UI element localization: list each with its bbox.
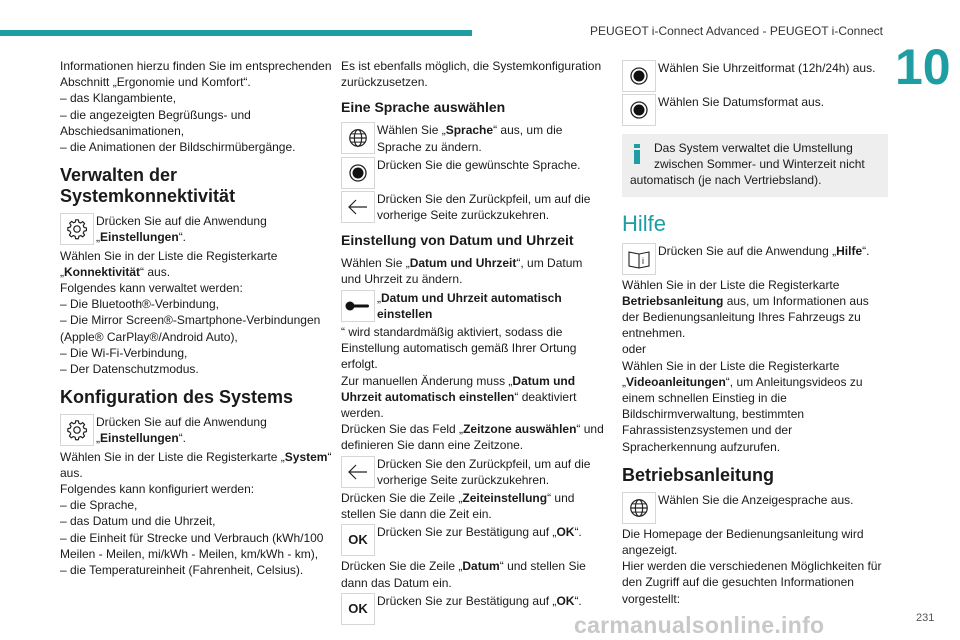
globe-icon bbox=[622, 492, 656, 524]
column-3: Wählen Sie Uhrzeitformat (12h/24h) aus. Wählen Sie Datumsformat aus. Das System verwaltet die Umstellung zwischen Sommer- und Winterzeit nicht automatisch (je nach Vertriebsland). Hilfe i Drücken Sie auf die Anwendung „Hilfe“. Wählen Sie in der Liste die Registerkarte Betriebsanleitung aus, um Informationen aus der Bedienungsanleitung Ihres Fahrzeugs zu entnehmen. oder Wählen Sie in der Liste die Registerkarte „Videoanleitungen“, um Anleitungsvideos zu einem schnellen Einstieg in die Bildschirmverwaltung, bestimmten Fahrassistenzsystemen und der Spracherkennung aufzurufen. Betriebsanleitung Wählen Sie die Anzeigesprache aus. Die Homepage der Bedienungsanleitung wird angezeigt. Hier werden die verschiedenen Möglichkeiten für den Zugriff auf die gesuchten Informationen vorgestellt: bbox=[622, 58, 888, 607]
radio-selected-icon bbox=[622, 94, 656, 126]
instruction-row: Drücken Sie auf die Anwendung „Einstellungen“. bbox=[60, 414, 332, 446]
settings-gear-icon bbox=[60, 213, 94, 245]
section-title-date-time: Einstellung von Datum und Uhrzeit bbox=[341, 232, 574, 249]
ok-button-icon: OK bbox=[341, 593, 375, 625]
page-number: 231 bbox=[916, 612, 935, 624]
info-icon bbox=[634, 144, 640, 164]
ok-button-icon: OK bbox=[341, 524, 375, 556]
column-1: Informationen hierzu finden Sie im entsprechenden Abschnitt „Ergonomie und Komfort“. – das Klangambiente, – die angezeigten Begrüßungs- und Abschiedsanimationen, – die Animationen der Bildschirmübergänge. Verwalten der Systemkonnektivität Drücken Sie auf die Anwendung „Einstellungen“. Wählen Sie in der Liste die Registerkarte „Konnektivität“ aus. Folgendes kann verwaltet werden: – Die Bluetooth®-Verbindung, – Die Mirror Screen®-Smartphone-Verbindungen (Apple® CarPlay®/Android Auto), – Die Wi-Fi-Verbindung, – Der Datenschutzmodus. Konfiguration des Systems Drücken Sie auf die Anwendung „Einstellungen“. Wählen Sie in der Liste die Registerkarte „System“ aus. Folgendes kann konfiguriert werden: – die Sprache, – das Datum und die Uhrzeit, – die Einheit für Strecke und Verbrauch (kWh/100 Meilen - Meilen, mi/kWh - Meilen, km/kWh - km), – die Temperatureinheit (Fahrenheit, Celsius). bbox=[60, 59, 332, 578]
globe-icon bbox=[341, 122, 375, 154]
intro-line: – die angezeigten Begrüßungs- und Abschiedsanimationen, bbox=[60, 107, 251, 138]
section-title-manual: Betriebsanleitung bbox=[622, 464, 775, 485]
radio-selected-icon bbox=[341, 157, 375, 189]
instruction-row: Drücken Sie auf die Anwendung „Einstellungen“. bbox=[60, 213, 332, 245]
help-book-icon bbox=[622, 243, 656, 275]
intro-line: – das Klangambiente, bbox=[60, 91, 177, 106]
section-title-language: Eine Sprache auswählen bbox=[341, 99, 506, 116]
info-note: Das System verwaltet die Umstellung zwischen Sommer- und Winterzeit nicht automatisch (je nach Vertriebsland). bbox=[622, 134, 888, 197]
section-title-connectivity: Verwalten der Systemkonnektivität bbox=[60, 165, 236, 207]
chapter-number: 10 bbox=[895, 39, 951, 95]
radio-selected-icon bbox=[622, 60, 656, 92]
intro-line: Informationen hierzu finden Sie im entsprechenden Abschnitt „Ergonomie und Komfort“. bbox=[60, 59, 332, 90]
header-title: PEUGEOT i-Connect Advanced - PEUGEOT i-Connect bbox=[590, 24, 884, 38]
section-title-help: Hilfe bbox=[622, 210, 667, 236]
settings-gear-icon bbox=[60, 414, 94, 446]
watermark: carmanualsonline.info bbox=[574, 612, 825, 638]
section-title-system-config: Konfiguration des Systems bbox=[60, 387, 294, 408]
column-2: Es ist ebenfalls möglich, die Systemkonfiguration zurückzusetzen. Eine Sprache auswählen Wählen Sie „Sprache“ aus, um die Sprache zu ändern. Drücken Sie die gewünschte Sprache. Drücken Sie den Zurückpfeil, um auf die vorherige Seite zurückzukehren. Einstellung von Datum und Uhrzeit Wählen Sie „Datum und Uhrzeit“, um Datum und Uhrzeit zu ändern. „Datum und Uhrzeit automatisch einstellen “ wird standardmäßig aktiviert, sodass die Einstellung automatisch gemäß Ihrer Ortung erfolgt. Zur manuellen Änderung muss „Datum und Uhrzeit automatisch einstellen“ deaktiviert werden. Drücken Sie das Feld „Zeitzone auswählen“ und definieren Sie dann eine Zeitzone. Drücken Sie den Zurückpfeil, um auf die vorherige Seite zurückzukehren. Drücken Sie die Zeile „Zeiteinstellung“ und stellen Sie dann die Zeit ein. OK Drücken Sie zur Bestätigung auf „OK“. Drücken Sie die Zeile „Datum“ und stellen Sie dann das Datum ein. OK Drücken Sie zur Bestätigung auf „OK“. bbox=[341, 58, 605, 627]
back-arrow-icon bbox=[341, 191, 375, 223]
back-arrow-icon bbox=[341, 456, 375, 488]
intro-line: – die Animationen der Bildschirmübergänge. bbox=[60, 140, 296, 155]
toggle-switch-icon bbox=[341, 290, 375, 322]
svg-text:i: i bbox=[642, 255, 644, 266]
header-accent-bar bbox=[0, 30, 472, 36]
